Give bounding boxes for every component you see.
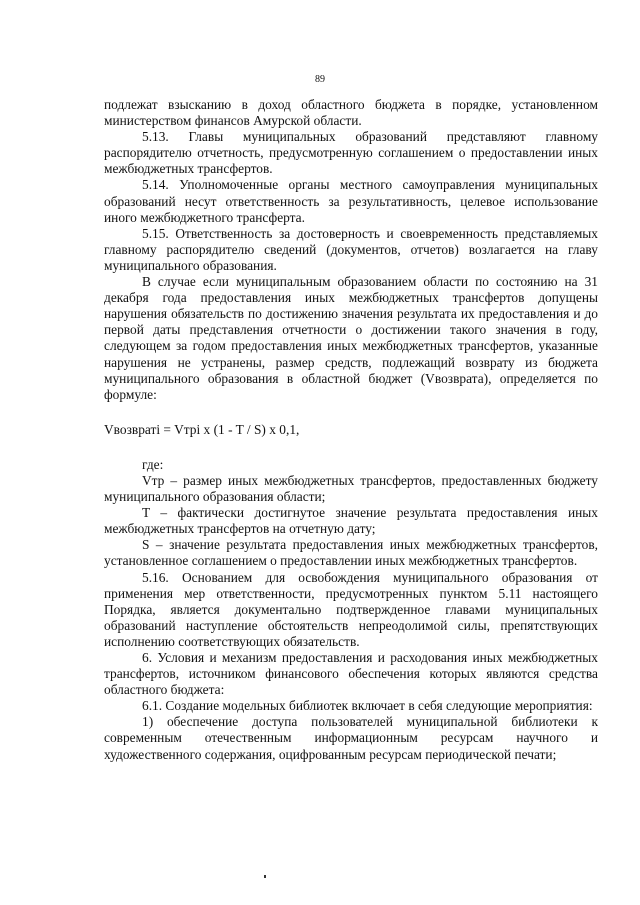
definition-t: T – фактически достигнутое значение результата предоставления иных межбюджетных трансфертов на отчетную дату; <box>104 505 598 537</box>
scan-dot-mark <box>264 875 266 878</box>
paragraph-violation-case: В случае если муниципальным образованием области по состоянию на 31 декабря года предоставления иных межбюджетных трансфертов допущены нарушения обязательств по достижению значения результата их предоставления и до первой даты представления отчетности о достижении такого значения в году, следующем за годом предоставления иных межбюджетных трансфертов, указанные нарушения не устранены, размер средств, подлежащий возврату из бюджета муниципального образования в областной бюджет (Vвозврата), определяется по формуле: <box>104 274 598 402</box>
paragraph-5-16: 5.16. Основанием для освобождения муниципального образования от применения мер ответственности, предусмотренных пунктом 5.11 настоящего Порядка, является документально подтвержденное главами муниципальных образований наступление обстоятельств непреодолимой силы, препятствующих исполнению соответствующих обязательств. <box>104 569 598 649</box>
paragraph-where: где: <box>142 456 164 472</box>
paragraph-5-13: 5.13. Главы муниципальных образований представляют главному распорядителю отчетность, предусмотренную соглашением о предоставлении иных межбюджетных трансфертов. <box>104 129 598 177</box>
paragraph-5-15: 5.15. Ответственность за достоверность и своевременность представляемых главному распорядителю сведений (документов, отчетов) возлагается на главу муниципального образования. <box>104 225 598 273</box>
list-item-1: 1) обеспечение доступа пользователей муниципальной библиотеки к современным отечественным информационным ресурсам научного и художественного содержания, оцифрованным ресурсам периодической печати; <box>104 714 598 762</box>
definition-s: S – значение результата предоставления иных межбюджетных трансфертов, установленное соглашением о предоставлении иных межбюджетных трансфертов. <box>104 537 598 569</box>
refund-formula: Vвозвратi = Vтрi x (1 - T / S) x 0,1, <box>104 421 300 437</box>
page-number: 89 <box>315 74 325 85</box>
paragraph-5-14: 5.14. Уполномоченные органы местного самоуправления муниципальных образований несут ответственность за результативность, целевое использование иного межбюджетного трансферта. <box>104 177 598 225</box>
document-body <box>104 97 598 763</box>
paragraph-continuation: подлежат взысканию в доход областного бюджета в порядке, установленном министерством финансов Амурской области. <box>104 97 598 129</box>
definition-vtr: Vтр – размер иных межбюджетных трансфертов, предоставленных бюджету муниципального образования области; <box>104 472 598 505</box>
paragraph-6-1: 6.1. Создание модельных библиотек включает в себя следующие мероприятия: <box>142 698 593 714</box>
paragraph-6: 6. Условия и механизм предоставления и расходования иных межбюджетных трансфертов, источником финансового обеспечения которых являются средства областного бюджета: <box>104 650 598 698</box>
